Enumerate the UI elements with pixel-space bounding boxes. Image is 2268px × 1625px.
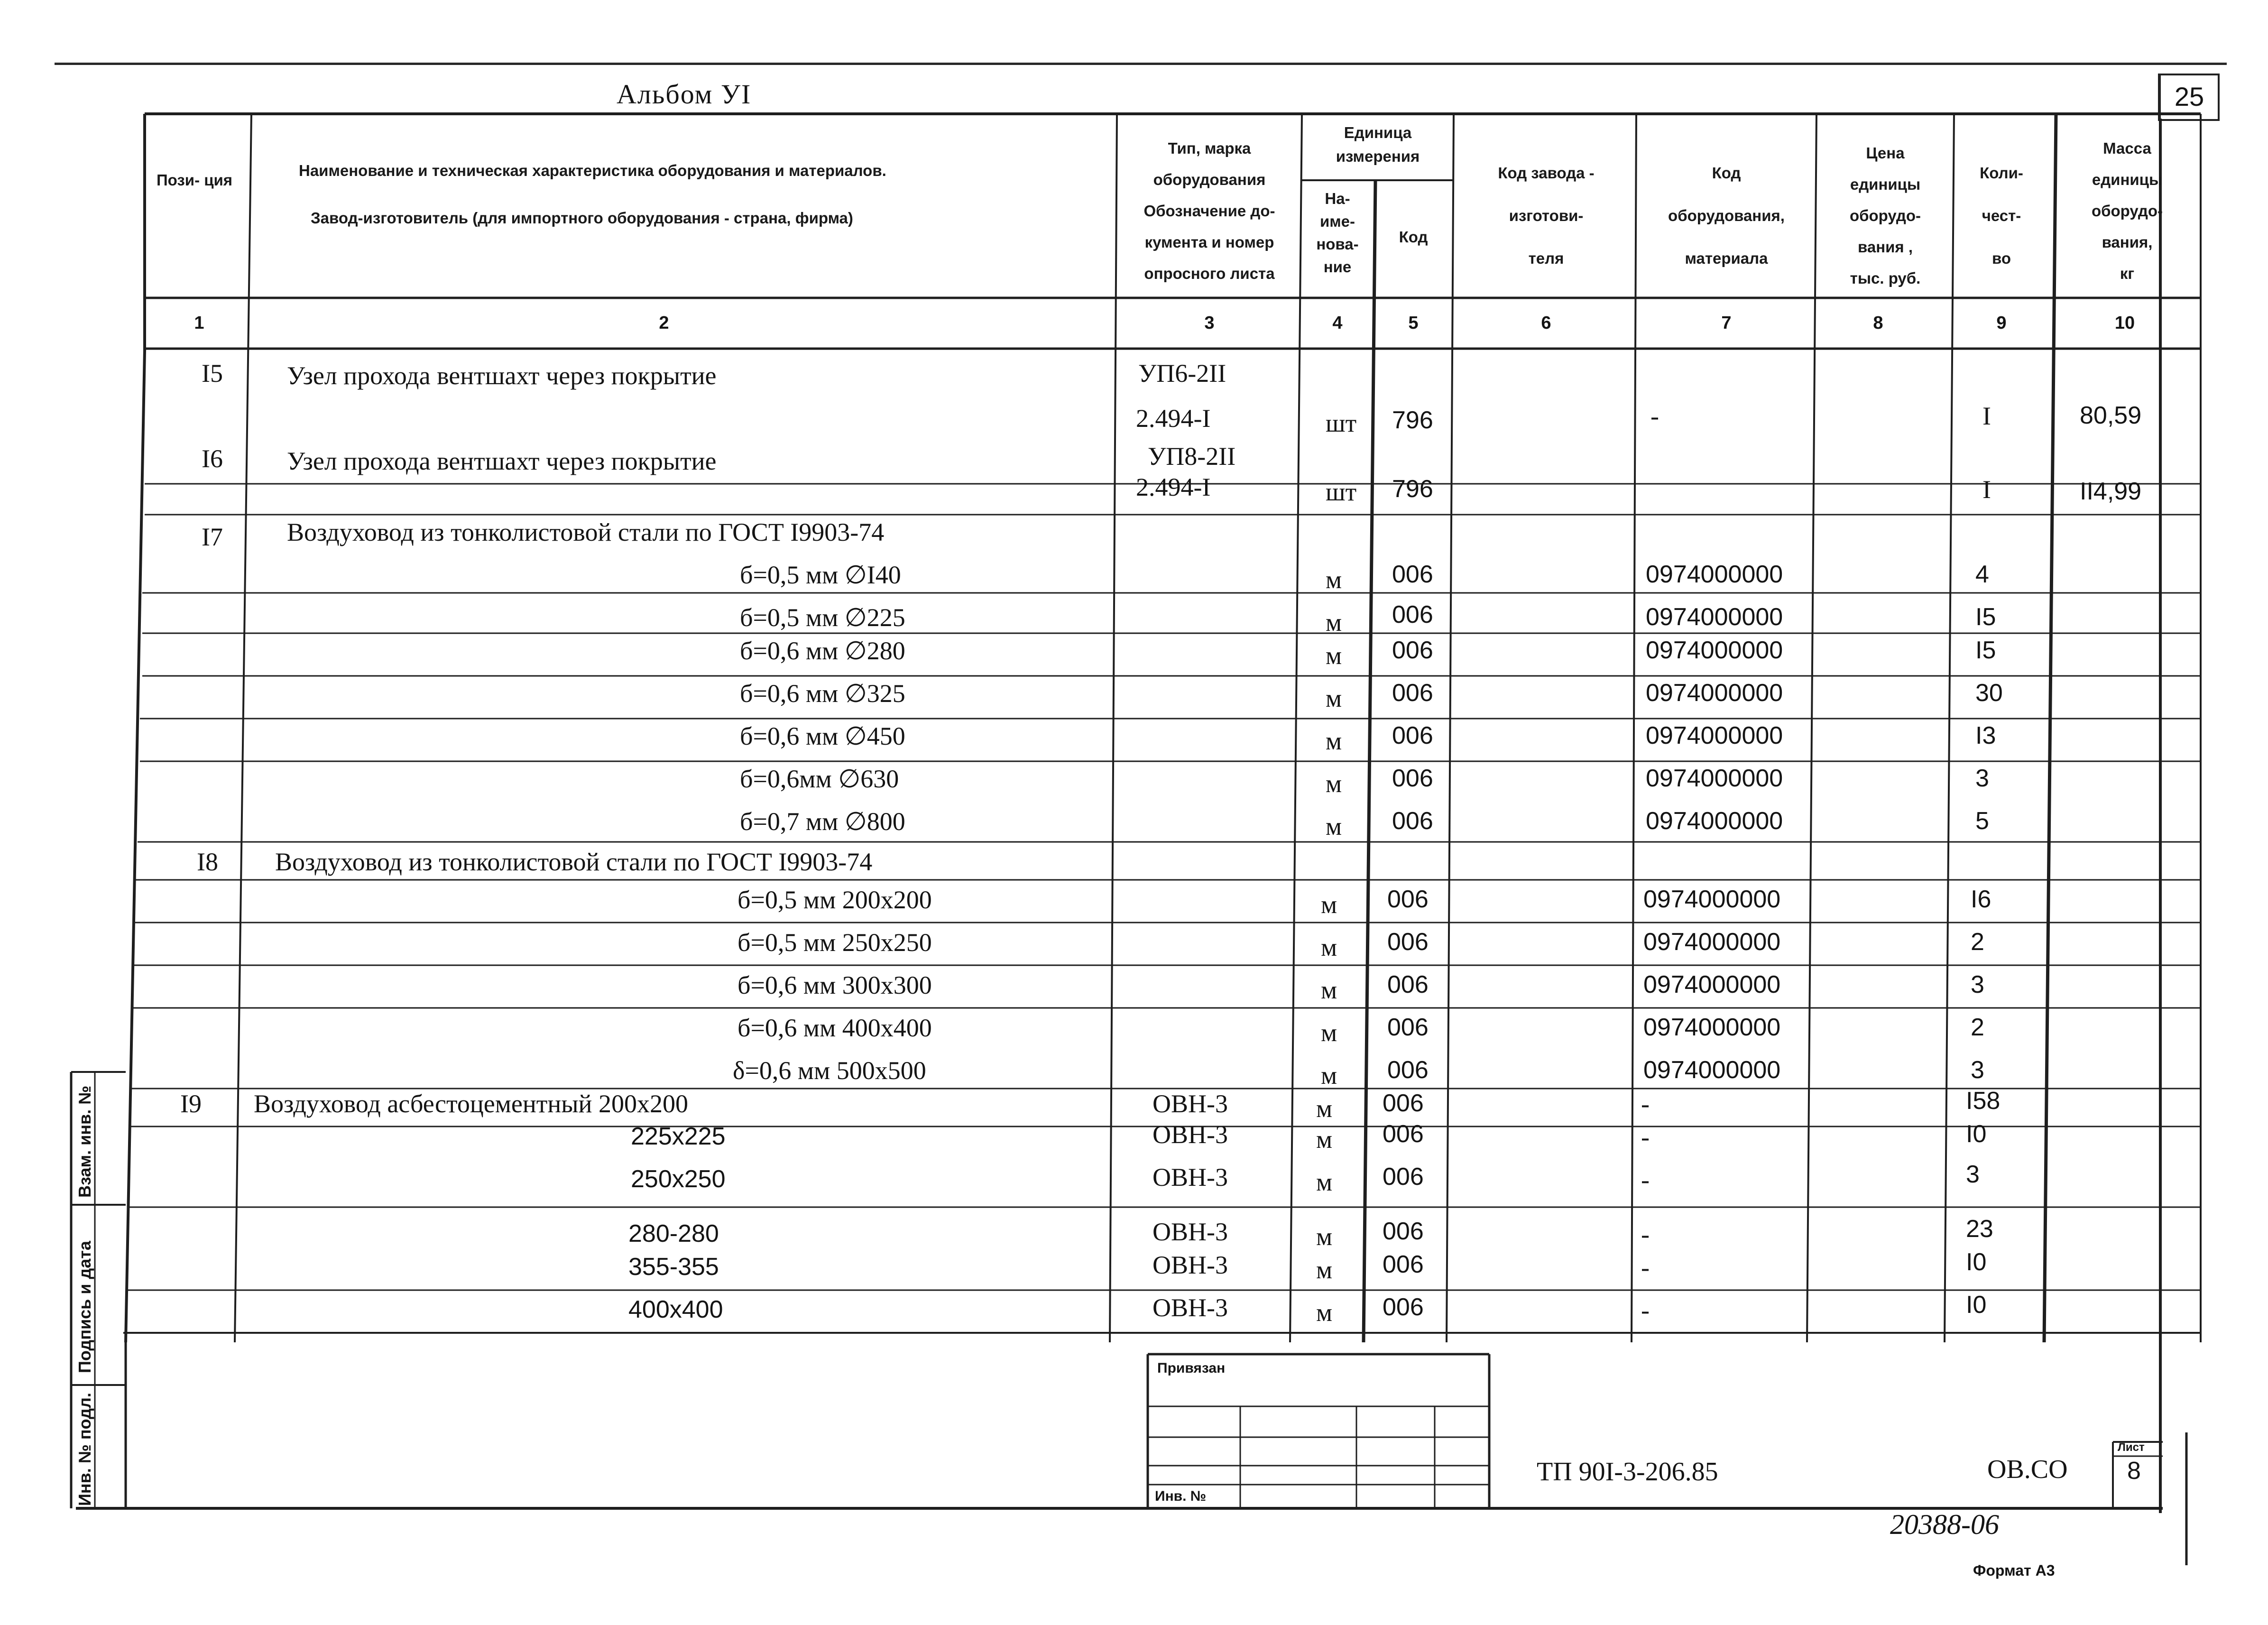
header-position: Пози- ция: [156, 171, 233, 189]
row-material-code: -: [1641, 1253, 1650, 1282]
row-quantity: I5: [1975, 603, 1996, 631]
row-unit: м: [1321, 1061, 1337, 1089]
col-number: 5: [1408, 313, 1419, 333]
row-material-code: 0974000000: [1646, 807, 1783, 835]
row-name: Воздуховод из тонколистовой стали по ГОСТ I9903-74: [287, 518, 885, 546]
row-spec: б=0,7 мм ∅800: [740, 807, 905, 836]
row-material-code: -: [1641, 1165, 1650, 1194]
row-type: УП6-2II: [1138, 359, 1226, 388]
row-unit-code: 006: [1392, 807, 1433, 835]
row-unit: м: [1326, 565, 1342, 594]
header-material-code: Код оборудования, материала: [1668, 164, 1785, 267]
section-code: ОВ.СО: [1987, 1455, 2068, 1484]
row-unit: м: [1321, 933, 1337, 961]
row-unit-code: 796: [1392, 406, 1433, 434]
row-unit-code: 796: [1392, 475, 1433, 503]
row-spec: б=0,5 мм 250x250: [738, 928, 932, 957]
row-position: I7: [202, 523, 223, 551]
col-number: 7: [1721, 313, 1732, 333]
sheet-label: Лист: [2118, 1441, 2145, 1454]
row-material-code: 0974000000: [1643, 971, 1781, 998]
row-spec: 355-355: [628, 1253, 719, 1281]
row-unit-code: 006: [1383, 1251, 1424, 1278]
row-quantity: 30: [1975, 679, 2003, 707]
row-material-code: 0974000000: [1643, 928, 1781, 956]
row-spec: б=0,5 мм 200x200: [738, 886, 932, 914]
row-type: ОВН-3: [1152, 1163, 1228, 1191]
row-position: I6: [202, 444, 223, 473]
row-unit: м: [1326, 727, 1342, 755]
archive-stamp: 20388-06: [1890, 1509, 1999, 1540]
side-label-signature: Подпись и дата: [75, 1241, 94, 1373]
row-quantity: 4: [1975, 561, 1989, 588]
row-unit: м: [1326, 684, 1342, 712]
col-number: 6: [1541, 313, 1551, 333]
row-unit-code: 006: [1383, 1089, 1424, 1117]
row-mass: 80,59: [2080, 402, 2142, 429]
header-mass: Масса единицы оборудо- вания, кг: [2091, 139, 2163, 282]
row-material-code: 0974000000: [1646, 637, 1783, 664]
row-unit-code: 006: [1383, 1293, 1424, 1321]
row-type: ОВН-3: [1152, 1089, 1228, 1118]
row-type: ОВН-3: [1152, 1251, 1228, 1279]
row-spec: 400x400: [628, 1296, 723, 1323]
row-spec: б=0,6 мм 400x400: [738, 1014, 932, 1042]
row-position: I9: [180, 1089, 202, 1118]
row-quantity: 5: [1975, 807, 1989, 835]
row-material-code: 0974000000: [1646, 561, 1783, 588]
row-unit: м: [1326, 812, 1342, 840]
row-material-code: 0974000000: [1646, 765, 1783, 792]
row-unit: м: [1326, 641, 1342, 670]
row-unit-code: 006: [1387, 886, 1429, 913]
row-spec: б=0,5 мм ∅I40: [740, 561, 901, 589]
row-material-code: 0974000000: [1643, 1056, 1781, 1084]
row-unit: м: [1321, 976, 1337, 1004]
header-name-line2: Завод-изготовитель (для импортного оборудования - страна, фирма): [311, 209, 853, 227]
row-name: Воздуховод асбестоцементный 200x200: [254, 1089, 688, 1118]
col-number: 1: [194, 313, 204, 333]
row-unit-code: 006: [1383, 1218, 1424, 1245]
row-unit-code: 006: [1392, 765, 1433, 792]
row-unit: м: [1316, 1256, 1333, 1284]
row-unit-code: 006: [1387, 1056, 1429, 1084]
row-position: I5: [202, 359, 223, 388]
row-spec: 250x250: [631, 1165, 726, 1193]
side-label-replacement: Взам. инв. №: [75, 1085, 94, 1198]
sheet-number: 8: [2127, 1457, 2141, 1485]
row-unit-code: 006: [1383, 1120, 1424, 1148]
row-material-code: -: [1641, 1089, 1650, 1118]
header-unit-code: Код: [1399, 228, 1428, 246]
row-spec: δ=0,6 мм 500x500: [733, 1056, 926, 1085]
row-quantity: I0: [1966, 1291, 1987, 1319]
col-number: 9: [1996, 313, 2007, 333]
header-name-line1: Наименование и техническая характеристика оборудования и материалов.: [299, 162, 886, 179]
row-unit-code: 006: [1383, 1163, 1424, 1191]
row-quantity: 3: [1971, 971, 1984, 998]
side-label-inventory: Инв. № подл.: [75, 1393, 94, 1506]
row-quantity: 3: [1975, 765, 1989, 792]
row-quantity: I: [1982, 402, 1991, 430]
row-unit-code: 006: [1387, 971, 1429, 998]
row-unit: м: [1326, 769, 1342, 798]
row-unit: м: [1321, 890, 1337, 919]
row-quantity: 23: [1966, 1215, 1993, 1243]
row-material-code: 0974000000: [1643, 1014, 1781, 1041]
row-quantity: 3: [1966, 1161, 1980, 1188]
row-material-code: -: [1641, 1220, 1650, 1248]
row-type: 2.494-I: [1136, 404, 1211, 433]
header-unit-name: На- име- нова- ние: [1316, 190, 1359, 276]
format-label: Формат А3: [1973, 1562, 2055, 1579]
col-number: 2: [659, 313, 669, 333]
row-quantity: I58: [1966, 1087, 2001, 1115]
row-quantity: I3: [1975, 722, 1996, 749]
col-number: 10: [2114, 313, 2135, 333]
row-quantity: I0: [1966, 1248, 1987, 1276]
row-unit-code: 006: [1392, 637, 1433, 664]
row-material-code: 0974000000: [1646, 722, 1783, 749]
row-unit: м: [1316, 1125, 1333, 1154]
inventory-number-label: Инв. №: [1155, 1488, 1207, 1504]
row-material-code: -: [1641, 1123, 1650, 1151]
row-quantity: I: [1982, 475, 1991, 504]
row-material-code: -: [1641, 1296, 1650, 1324]
row-quantity: 3: [1971, 1056, 1984, 1084]
row-quantity: I0: [1966, 1120, 1987, 1148]
row-type: ОВН-3: [1152, 1218, 1228, 1246]
row-unit-code: 006: [1387, 928, 1429, 956]
row-material-code: -: [1650, 402, 1659, 430]
row-unit: м: [1316, 1094, 1333, 1123]
row-material-code: 0974000000: [1643, 886, 1781, 913]
row-type: УП8-2II: [1148, 442, 1236, 471]
row-unit-code: 006: [1392, 561, 1433, 588]
row-position: I8: [197, 848, 218, 876]
row-unit-code: 006: [1387, 1014, 1429, 1041]
row-quantity: I6: [1971, 886, 1991, 913]
col-number: 3: [1204, 313, 1215, 333]
row-spec: б=0,6мм ∅630: [740, 765, 899, 793]
row-spec: 225x225: [631, 1123, 726, 1150]
row-unit: м: [1316, 1222, 1333, 1251]
row-unit-code: 006: [1392, 722, 1433, 749]
header-price: Цена единицы оборудо- вания , тыс. руб.: [1849, 144, 1921, 287]
header-type: Тип, марка оборудования Обозначение до- кумента и номер опросного листа: [1143, 139, 1275, 282]
row-unit: м: [1316, 1298, 1333, 1327]
row-spec: б=0,6 мм ∅325: [740, 679, 905, 708]
row-spec: б=0,6 мм 300x300: [738, 971, 932, 999]
binding-label: Привязан: [1157, 1360, 1226, 1376]
row-type: ОВН-3: [1152, 1293, 1228, 1322]
row-unit: м: [1326, 608, 1342, 637]
row-type: ОВН-3: [1152, 1120, 1228, 1149]
row-mass: II4,99: [2080, 478, 2142, 505]
row-name: Узел прохода вентшахт через покрытие: [287, 447, 717, 475]
row-unit: шт: [1326, 409, 1357, 437]
row-spec: 280-280: [628, 1220, 719, 1247]
header-quantity: Коли- чест- во: [1980, 164, 2023, 267]
row-unit-code: 006: [1392, 679, 1433, 707]
col-number: 4: [1332, 313, 1343, 333]
row-material-code: 0974000000: [1646, 679, 1783, 707]
row-unit: м: [1321, 1018, 1337, 1047]
row-type: 2.494-I: [1136, 473, 1211, 501]
row-name: Узел прохода вентшахт через покрытие: [287, 361, 717, 390]
row-unit-code: 006: [1392, 601, 1433, 628]
row-spec: б=0,6 мм ∅450: [740, 722, 905, 750]
row-quantity: 2: [1971, 928, 1984, 956]
header-maker-code: Код завода - изготови- теля: [1498, 164, 1595, 267]
album-title: Альбом УI: [617, 79, 752, 110]
row-name: Воздуховод из тонколистовой стали по ГОСТ I9903-74: [275, 848, 873, 876]
document-code: ТП 90I-3-206.85: [1537, 1457, 1718, 1487]
row-unit: шт: [1326, 478, 1357, 506]
row-unit: м: [1316, 1168, 1333, 1196]
col-number: 8: [1873, 313, 1883, 333]
row-material-code: 0974000000: [1646, 603, 1783, 631]
page-number: 25: [2158, 74, 2220, 121]
row-spec: б=0,6 мм ∅280: [740, 637, 905, 665]
header-unit-group: Единица измерения: [1336, 124, 1420, 165]
row-quantity: I5: [1975, 637, 1996, 664]
row-spec: б=0,5 мм ∅225: [740, 603, 905, 632]
row-quantity: 2: [1971, 1014, 1984, 1041]
